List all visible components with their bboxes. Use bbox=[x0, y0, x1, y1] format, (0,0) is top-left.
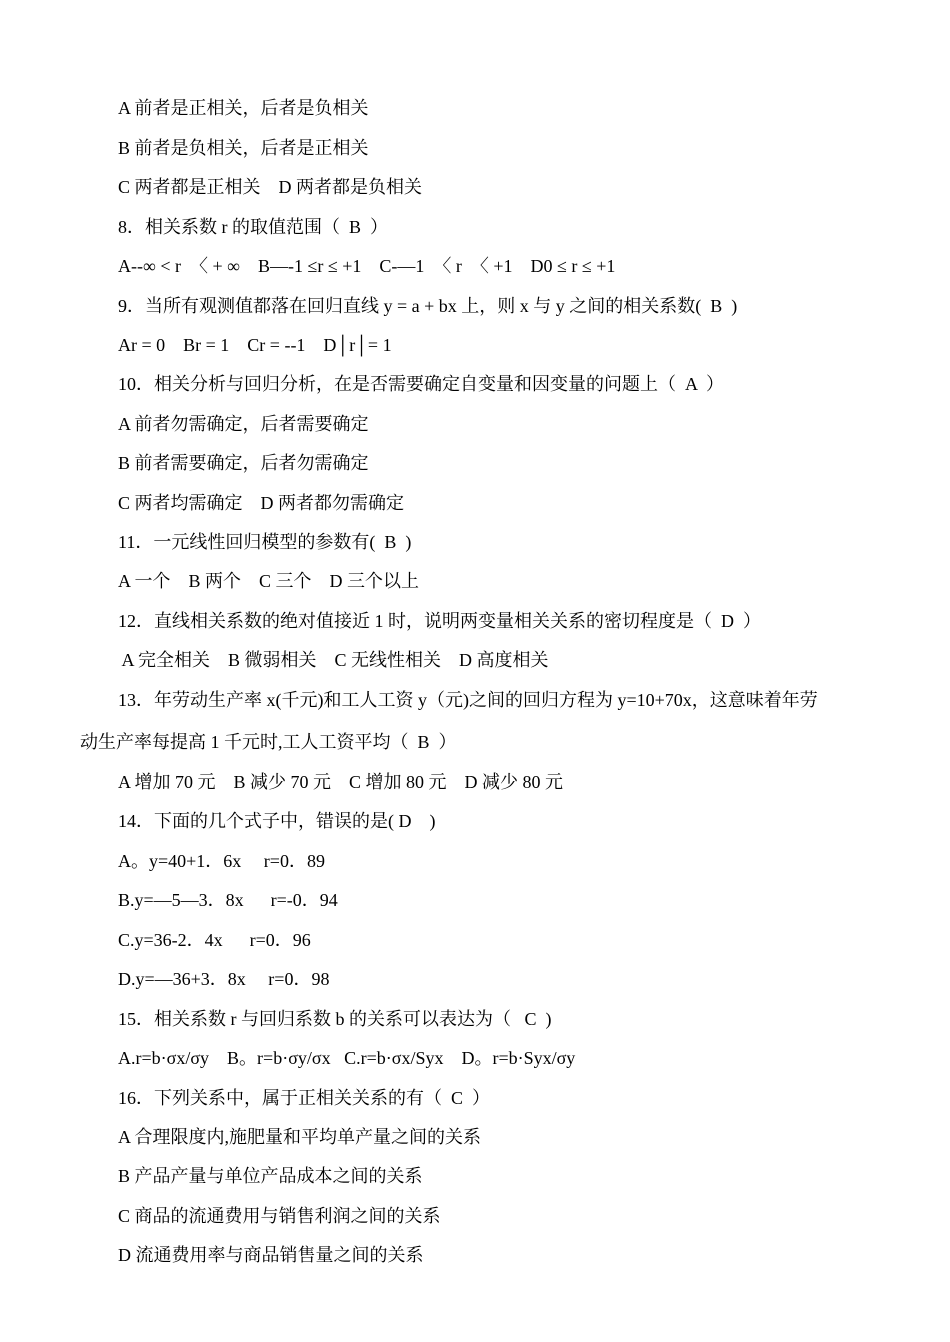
question-line: 9．当所有观测值都落在回归直线 y = a + bx 上，则 x 与 y 之间的相关系数( B ) bbox=[118, 296, 738, 316]
option-line: A 合理限度内,施肥量和平均单产量之间的关系 bbox=[118, 1127, 482, 1147]
option-line: D 流通费用率与商品销售量之间的关系 bbox=[118, 1245, 424, 1265]
option-line: A 一个 B 两个 C 三个 D 三个以上 bbox=[118, 571, 420, 591]
option-line: A 前者勿需确定，后者需要确定 bbox=[118, 414, 369, 434]
option-line: A。y=40+1．6x r=0．89 bbox=[118, 851, 325, 871]
option-line: C 商品的流通费用与销售利润之间的关系 bbox=[118, 1206, 441, 1226]
option-line: B 前者是负相关，后者是正相关 bbox=[118, 138, 369, 158]
option-line: A 增加 70 元 B 减少 70 元 C 增加 80 元 D 减少 80 元 bbox=[118, 772, 564, 792]
option-line: D.y=—36+3．8x r=0．98 bbox=[118, 969, 330, 989]
question-line: 8．相关系数 r 的取值范围（ B ） bbox=[118, 217, 388, 237]
option-line: C.y=36-2．4x r=0．96 bbox=[118, 930, 311, 950]
option-line: A 完全相关 B 微弱相关 C 无线性相关 D 高度相关 bbox=[118, 650, 549, 670]
question-line: 12．直线相关系数的绝对值接近 1 时，说明两变量相关关系的密切程度是（ D ） bbox=[118, 611, 761, 631]
question-line: 11．一元线性回归模型的参数有( B ) bbox=[118, 532, 412, 552]
option-line: C 两者均需确定 D 两者都勿需确定 bbox=[118, 493, 405, 513]
option-line: B.y=—5—3．8x r=-0．94 bbox=[118, 890, 338, 910]
question-line: 14．下面的几个式子中，错误的是( D ) bbox=[118, 811, 436, 831]
option-line: Ar = 0 Br = 1 Cr = --1 D│r│= 1 bbox=[118, 335, 392, 355]
question-line: 10．相关分析与回归分析，在是否需要确定自变量和因变量的问题上（ A ） bbox=[118, 374, 725, 394]
option-line: B 前者需要确定，后者勿需确定 bbox=[118, 453, 369, 473]
question-line: 16．下列关系中，属于正相关关系的有（ C ） bbox=[118, 1088, 491, 1108]
question-line: 13．年劳动生产率 x(千元)和工人工资 y（元)之间的回归方程为 y=10+70x，这意味着年劳 bbox=[118, 690, 818, 710]
option-line: A.r=b·σx/σy B。r=b·σy/σx C.r=b·σx/Syx D。r=b·Syx/σy bbox=[118, 1048, 576, 1068]
option-line: A 前者是正相关，后者是负相关 bbox=[118, 98, 369, 118]
question-line-continued: 动生产率每提高 1 千元时,工人工资平均（ B ） bbox=[80, 732, 457, 752]
option-line: C 两者都是正相关 D 两者都是负相关 bbox=[118, 177, 423, 197]
question-line: 15．相关系数 r 与回归系数 b 的关系可以表达为（ C ) bbox=[118, 1009, 552, 1029]
option-line: B 产品产量与单位产品成本之间的关系 bbox=[118, 1166, 423, 1186]
option-line: A--∞ < r 〈 + ∞ B—-1 ≤r ≤ +1 C-—1 〈 r 〈 +1 D0 ≤ r ≤ +1 bbox=[118, 256, 616, 276]
